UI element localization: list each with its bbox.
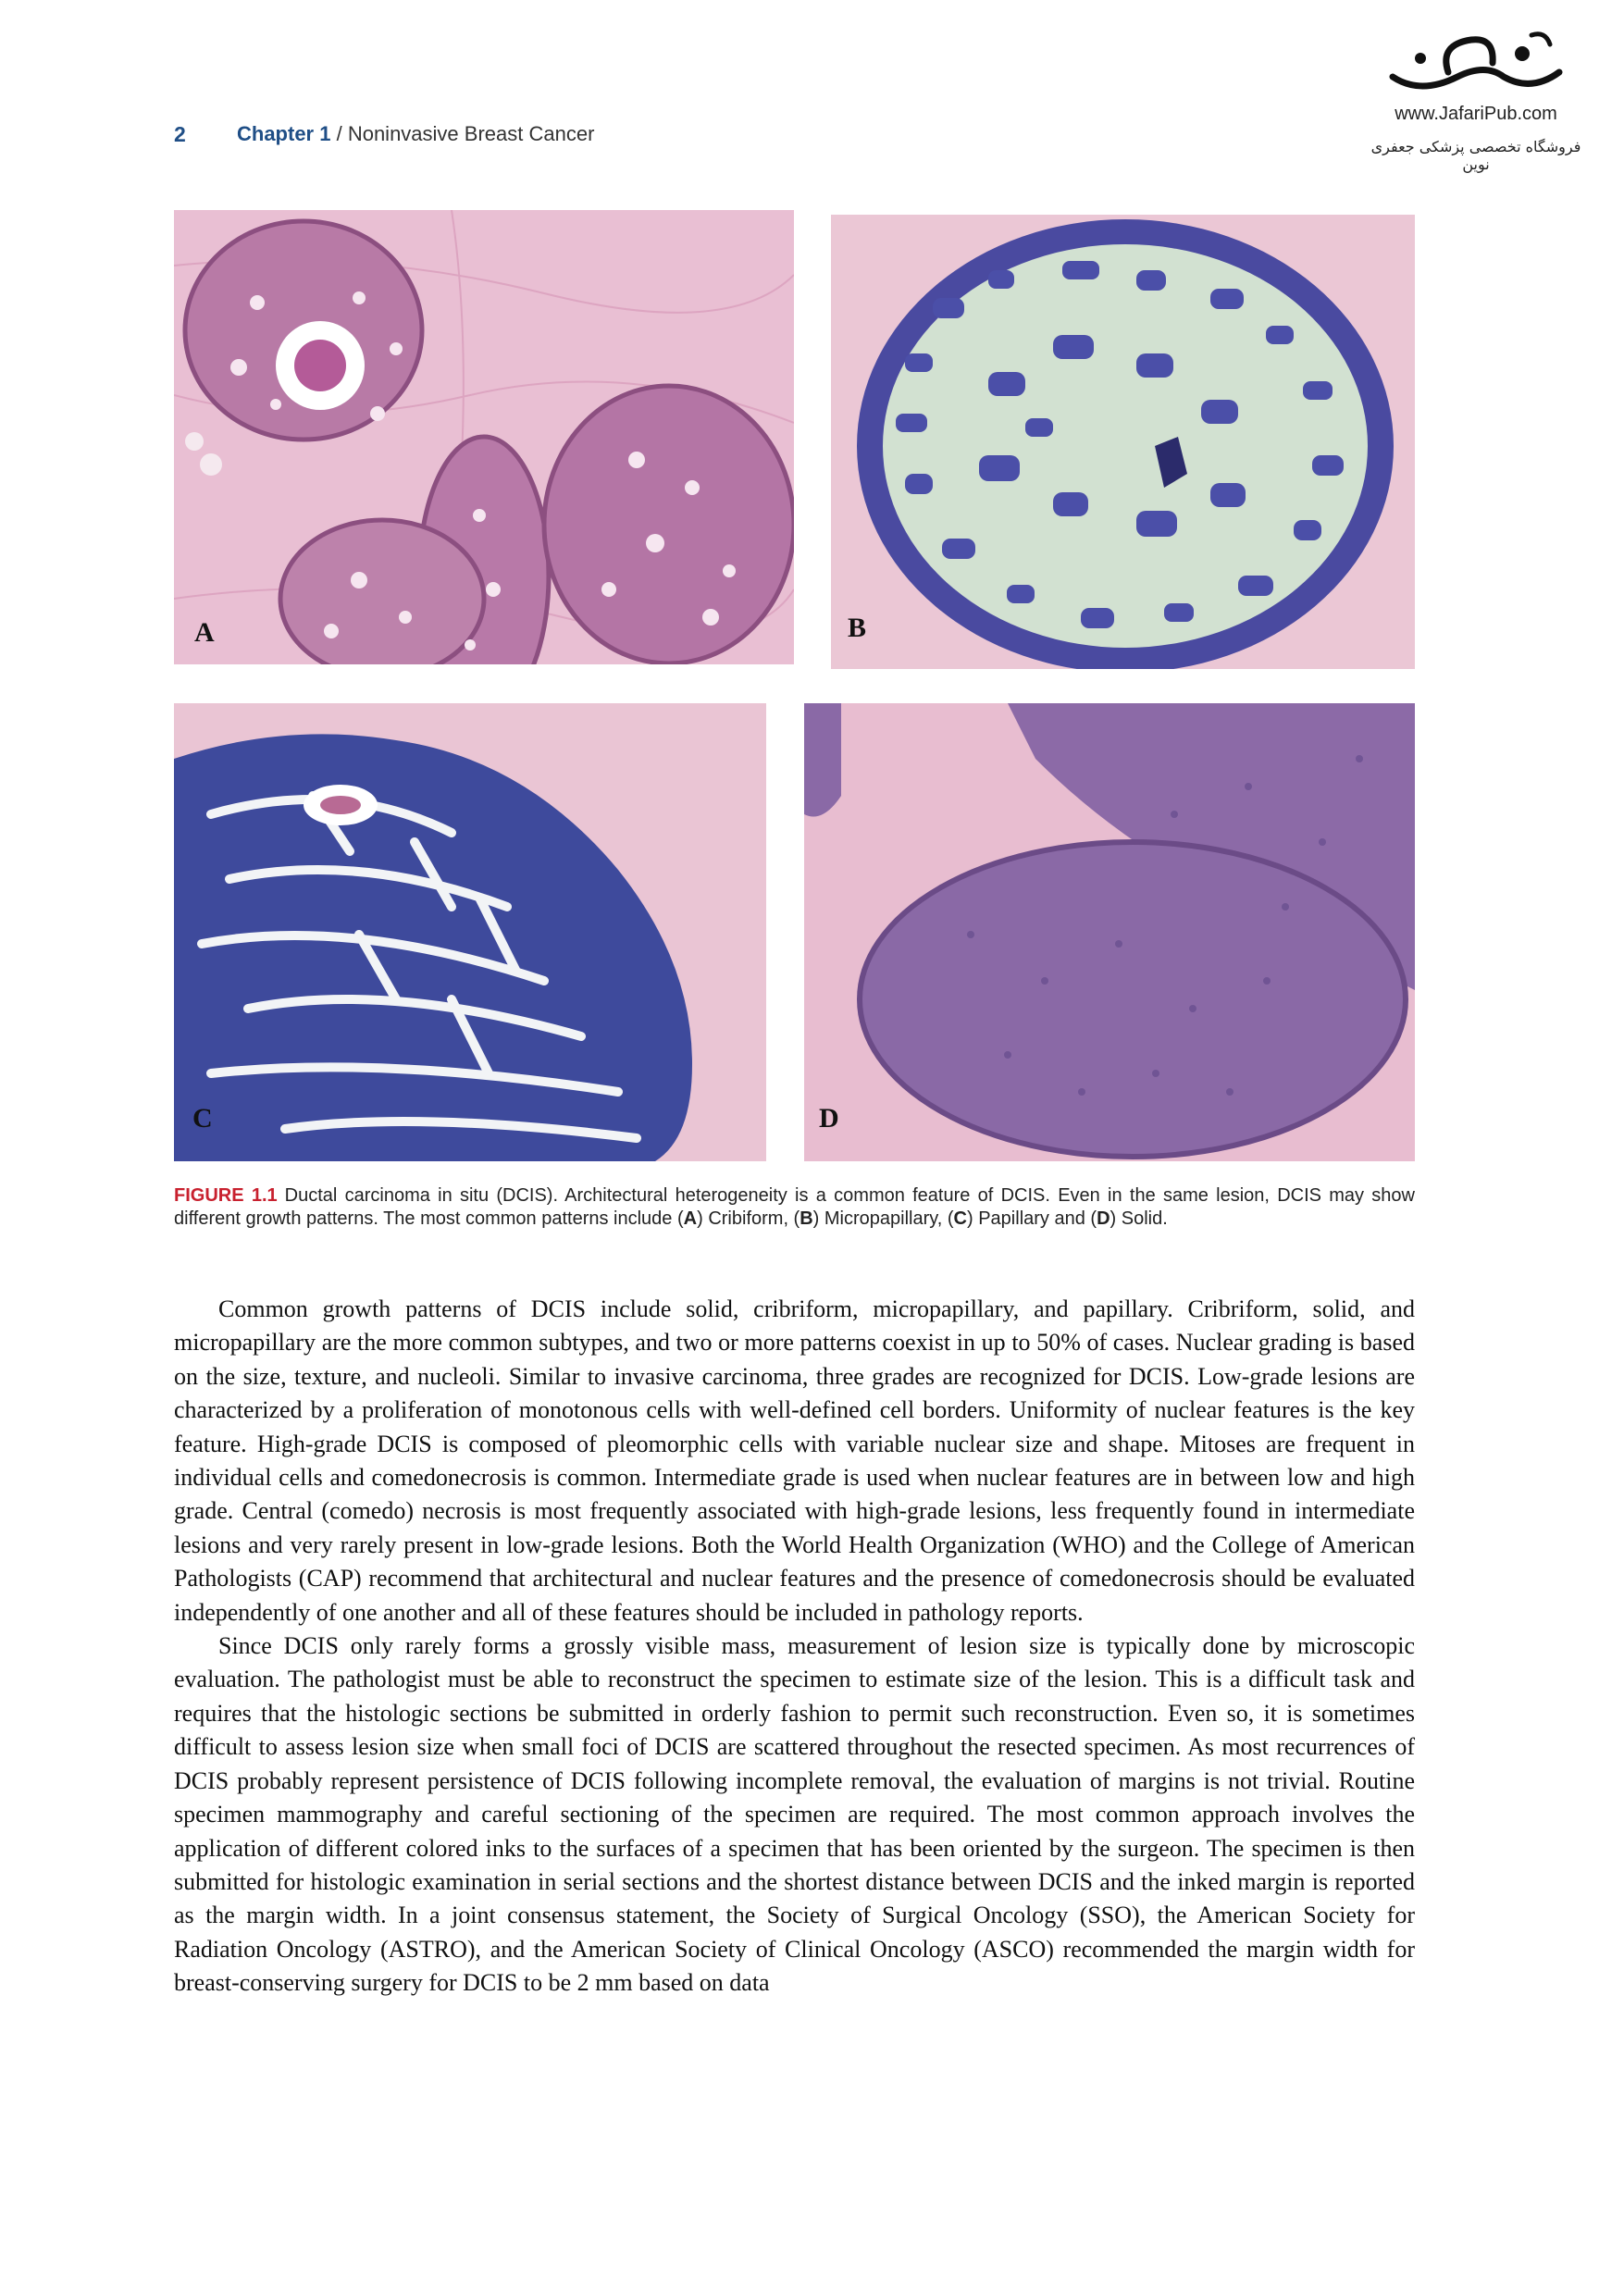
publisher-watermark: [1356, 26, 1596, 173]
body-paragraph: Common growth patterns of DCIS include solid, cribriform, micropapillary, and papillary. Cribriform, solid, and micropapillary are the more common subtypes, and two or more patterns coexist in up to 50% of cases. Nuclear grading is based on the size, texture, and nucleoli. Similar to invasive carcinoma, three grades are recognized for DCIS. Low-grade lesions are characterized by a proliferation of monotonous cells with well-defined cell borders. Uniformity of nuclear features is the key feature. High-grade DCIS is composed of pleomorphic cells with variable nuclear size and shape. Mitoses are frequent in individual cells and comedonecrosis is common. Intermediate grade is used when nuclear features are in between low and high grade. Central (comedo) necrosis is most frequently associated with high-grade lesions, less frequently found in intermediate lesions and very rarely present in low-grade lesions. Both the World Health Organization (WHO) and the College of American Pathologists (CAP) recommend that architectural and nuclear features and the presence of comedonecrosis should be evaluated independently of one another and all of these features should be included in pathology reports.: [174, 1295, 1415, 1626]
figure-panel-c: [174, 703, 766, 1161]
body-paragraph: Since DCIS only rarely forms a grossly visible mass, measurement of lesion size is typically done by microscopic evaluation. The pathologist must be able to reconstruct the specimen to estimate size of the lesion. This is a difficult task and requires that the histologic sections be submitted in orderly fashion to permit such reconstruction. Even so, it is sometimes difficult to assess lesion size when small foci of DCIS are scattered throughout the resected specimen. As most recurrences of DCIS probably represent persistence of DCIS following incomplete removal, the evaluation of margins is not trivial. Routine specimen mammography and careful sectioning of the specimen are required. The most common approach involves the application of different colored inks to the surfaces of a specimen that has been oriented by the surgeon. The specimen is then submitted for histologic examination in serial sections and the shortest distance between DCIS and the inked margin is reported as the margin width. In a joint consensus statement, the Society of Surgical Oncology (SSO), the American Society for Radiation Oncology (ASTRO), and the American Society of Clinical Oncology (ASCO) recommended the margin width for breast-conserving surgery for DCIS to be 2 mm based on data: [174, 1632, 1415, 1997]
caption-a-text: ) Cribiform, (: [697, 1208, 800, 1229]
caption-b-letter: B: [800, 1208, 813, 1229]
micropapillary-micrograph: [831, 215, 1415, 669]
caption-a-letter: A: [683, 1208, 698, 1229]
panel-label-b: B: [848, 613, 867, 643]
chapter-title: Noninvasive Breast Cancer: [347, 122, 595, 145]
panel-label-c: C: [192, 1103, 213, 1134]
page-number: 2: [174, 122, 186, 146]
figure-caption: [174, 1184, 1415, 1231]
chapter-label: Chapter 1: [237, 122, 331, 145]
figure-panel-b: [831, 215, 1415, 669]
publisher-logo-icon: [1383, 26, 1568, 100]
body-text: [174, 1293, 1415, 2001]
running-head-separator: /: [330, 122, 348, 145]
panel-label-a: A: [194, 617, 215, 648]
caption-c-letter: C: [953, 1208, 967, 1229]
caption-b-text: ) Micropapillary, (: [812, 1208, 954, 1229]
watermark-url: www.JafariPub.com: [1395, 104, 1557, 124]
figure-panel-d: [804, 703, 1415, 1161]
solid-micrograph: [804, 703, 1415, 1161]
caption-c-text: ) Papillary and (: [967, 1208, 1097, 1229]
panel-label-d: D: [819, 1103, 839, 1134]
caption-d-text: ) Solid.: [1110, 1208, 1168, 1229]
running-head: [237, 122, 594, 146]
cribriform-micrograph: [174, 210, 794, 664]
caption-d-letter: D: [1097, 1208, 1110, 1229]
caption-intro: Ductal carcinoma in situ (DCIS). Architectural heterogeneity is a common feature of DCIS. Even in the same lesion, DCIS may show different growth patterns. The most common patterns include (: [174, 1185, 1416, 1229]
watermark-text: فروشگاه تخصصی پزشکی جعفری نوین: [1370, 138, 1581, 173]
figure-panel-a: [174, 210, 794, 664]
papillary-micrograph: [174, 703, 766, 1161]
figure-label: FIGURE 1.1: [174, 1185, 278, 1206]
